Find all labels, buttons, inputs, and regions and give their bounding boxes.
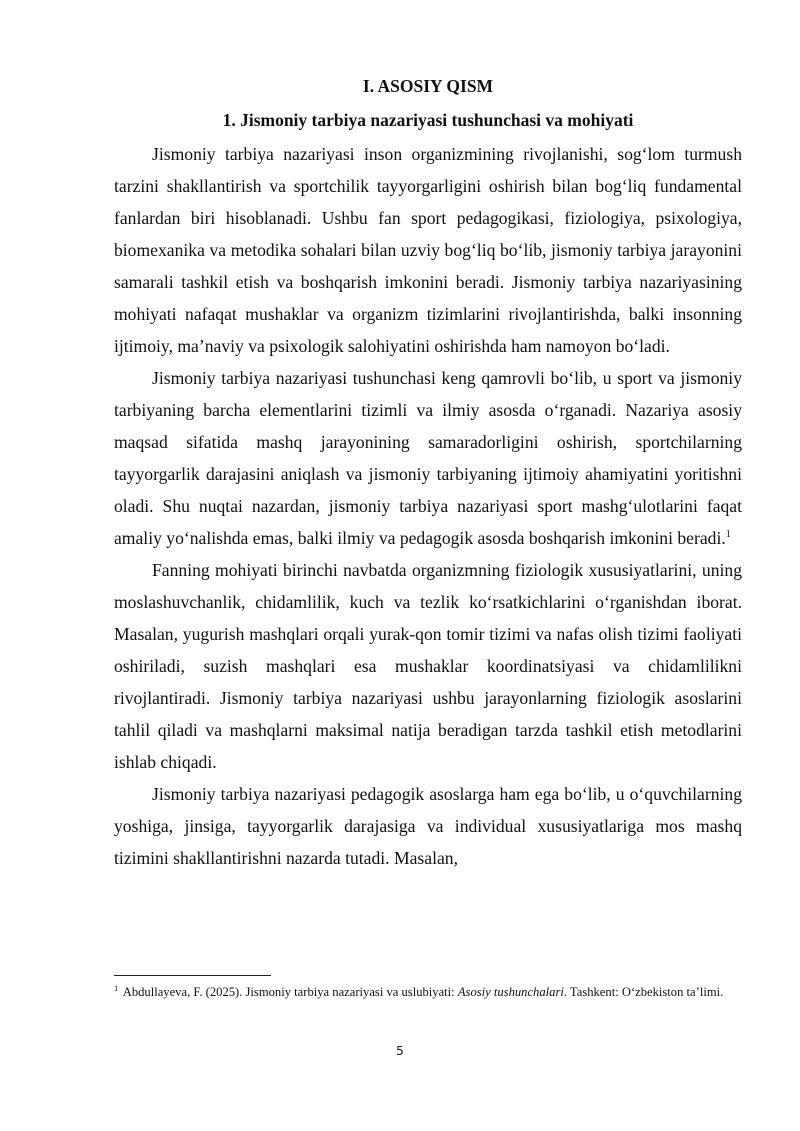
paragraph-2-text: Jismoniy tarbiya nazariyasi tushunchasi keng qamrovli bo‘lib, u sport va jismoniy tarbiyaning barcha elementlarini tizimli va ilmiy asosda o‘rganadi. Nazariya asosiy maqsad sifatida mashq jarayonining samaradorligini oshirish, sportchilarning tayyorgarlik darajasini aniqlash va jismoniy tarbiyaning ijtimoiy ahamiyatini yoritishni oladi. Shu nuqtai nazardan, jismoniy tarbiya nazariyasi sport mashg‘ulotlarini faqat amaliy yo‘nalishda emas, balki ilmiy va pedagogik asosda boshqarish imkonini beradi. — [114, 368, 742, 548]
footnote-text-before: Abdullayeva, F. (2025). Jismoniy tarbiya nazariyasi va uslubiyati: — [122, 985, 455, 999]
footnote-text-after: . Tashkent: O‘zbekiston ta’limi. — [563, 985, 724, 999]
section-heading: I. ASOSIY QISM — [362, 76, 494, 96]
footnote-number: 1 — [114, 982, 119, 993]
paragraph-1: Jismoniy tarbiya nazariyasi inson organizmining rivojlanishi, sog‘lom turmush tarzini shakllantirish va sportchilik tayyorgarligini oshirish bilan bog‘liq fundamental fanlardan biri hisoblanadi. Ushbu fan sport pedagogikasi, fiziologiya, psixologiya, biomexanika va metodika sohalari bilan uzviy bog‘liq bo‘lib, jismoniy tarbiya jarayonini samarali tashkil etish va boshqarish imkonini beradi. Jismoniy tarbiya nazariyasining mohiyati nafaqat mushaklar va organizm tizimlarini rivojlantirishda, balki insonning ijtimoiy, ma’naviy va psixologik salohiyatini oshirishda ham namoyon bo‘ladi. — [114, 144, 742, 356]
body-text — [114, 138, 742, 874]
paragraph-3: Fanning mohiyati birinchi navbatda organizmning fiziologik xususiyatlarini, uning moslashuvchanlik, chidamlilik, kuch va tezlik ko‘rsatkichlarini o‘rganishdan iborat. Masalan, yugurish mashqlari orqali yurak-qon tomir tizimi va nafas olish tizimi faoliyati oshiriladi, suzish mashqlari esa mushaklar koordinatsiyasi va chidamlilikni rivojlantiradi. Jismoniy tarbiya nazariyasi ushbu jarayonlarning fiziologik asoslarini tahlil qiladi va mashqlarni maksimal natija beradigan tarzda tashkil etish metodlarini ishlab chiqadi. — [114, 560, 742, 772]
footnote — [114, 980, 742, 1005]
footnote-separator — [114, 975, 271, 976]
subsection-heading: 1. Jismoniy tarbiya nazariyasi tushunchasi va mohiyati — [222, 110, 634, 130]
footnote-title: Asosiy tushunchalari — [457, 985, 564, 999]
page-number: 5 — [396, 1044, 404, 1058]
footnote-reference[interactable]: 1 — [725, 529, 731, 541]
paragraph-2 — [114, 362, 742, 554]
paragraph-4: Jismoniy tarbiya nazariyasi pedagogik asoslarga ham ega bo‘lib, u o‘quvchilarning yoshiga, jinsiga, tayyorgarlik darajasiga va individual xususiyatlariga mos mashq tizimini shakllantirishni nazarda tutadi. Masalan, — [114, 784, 742, 868]
